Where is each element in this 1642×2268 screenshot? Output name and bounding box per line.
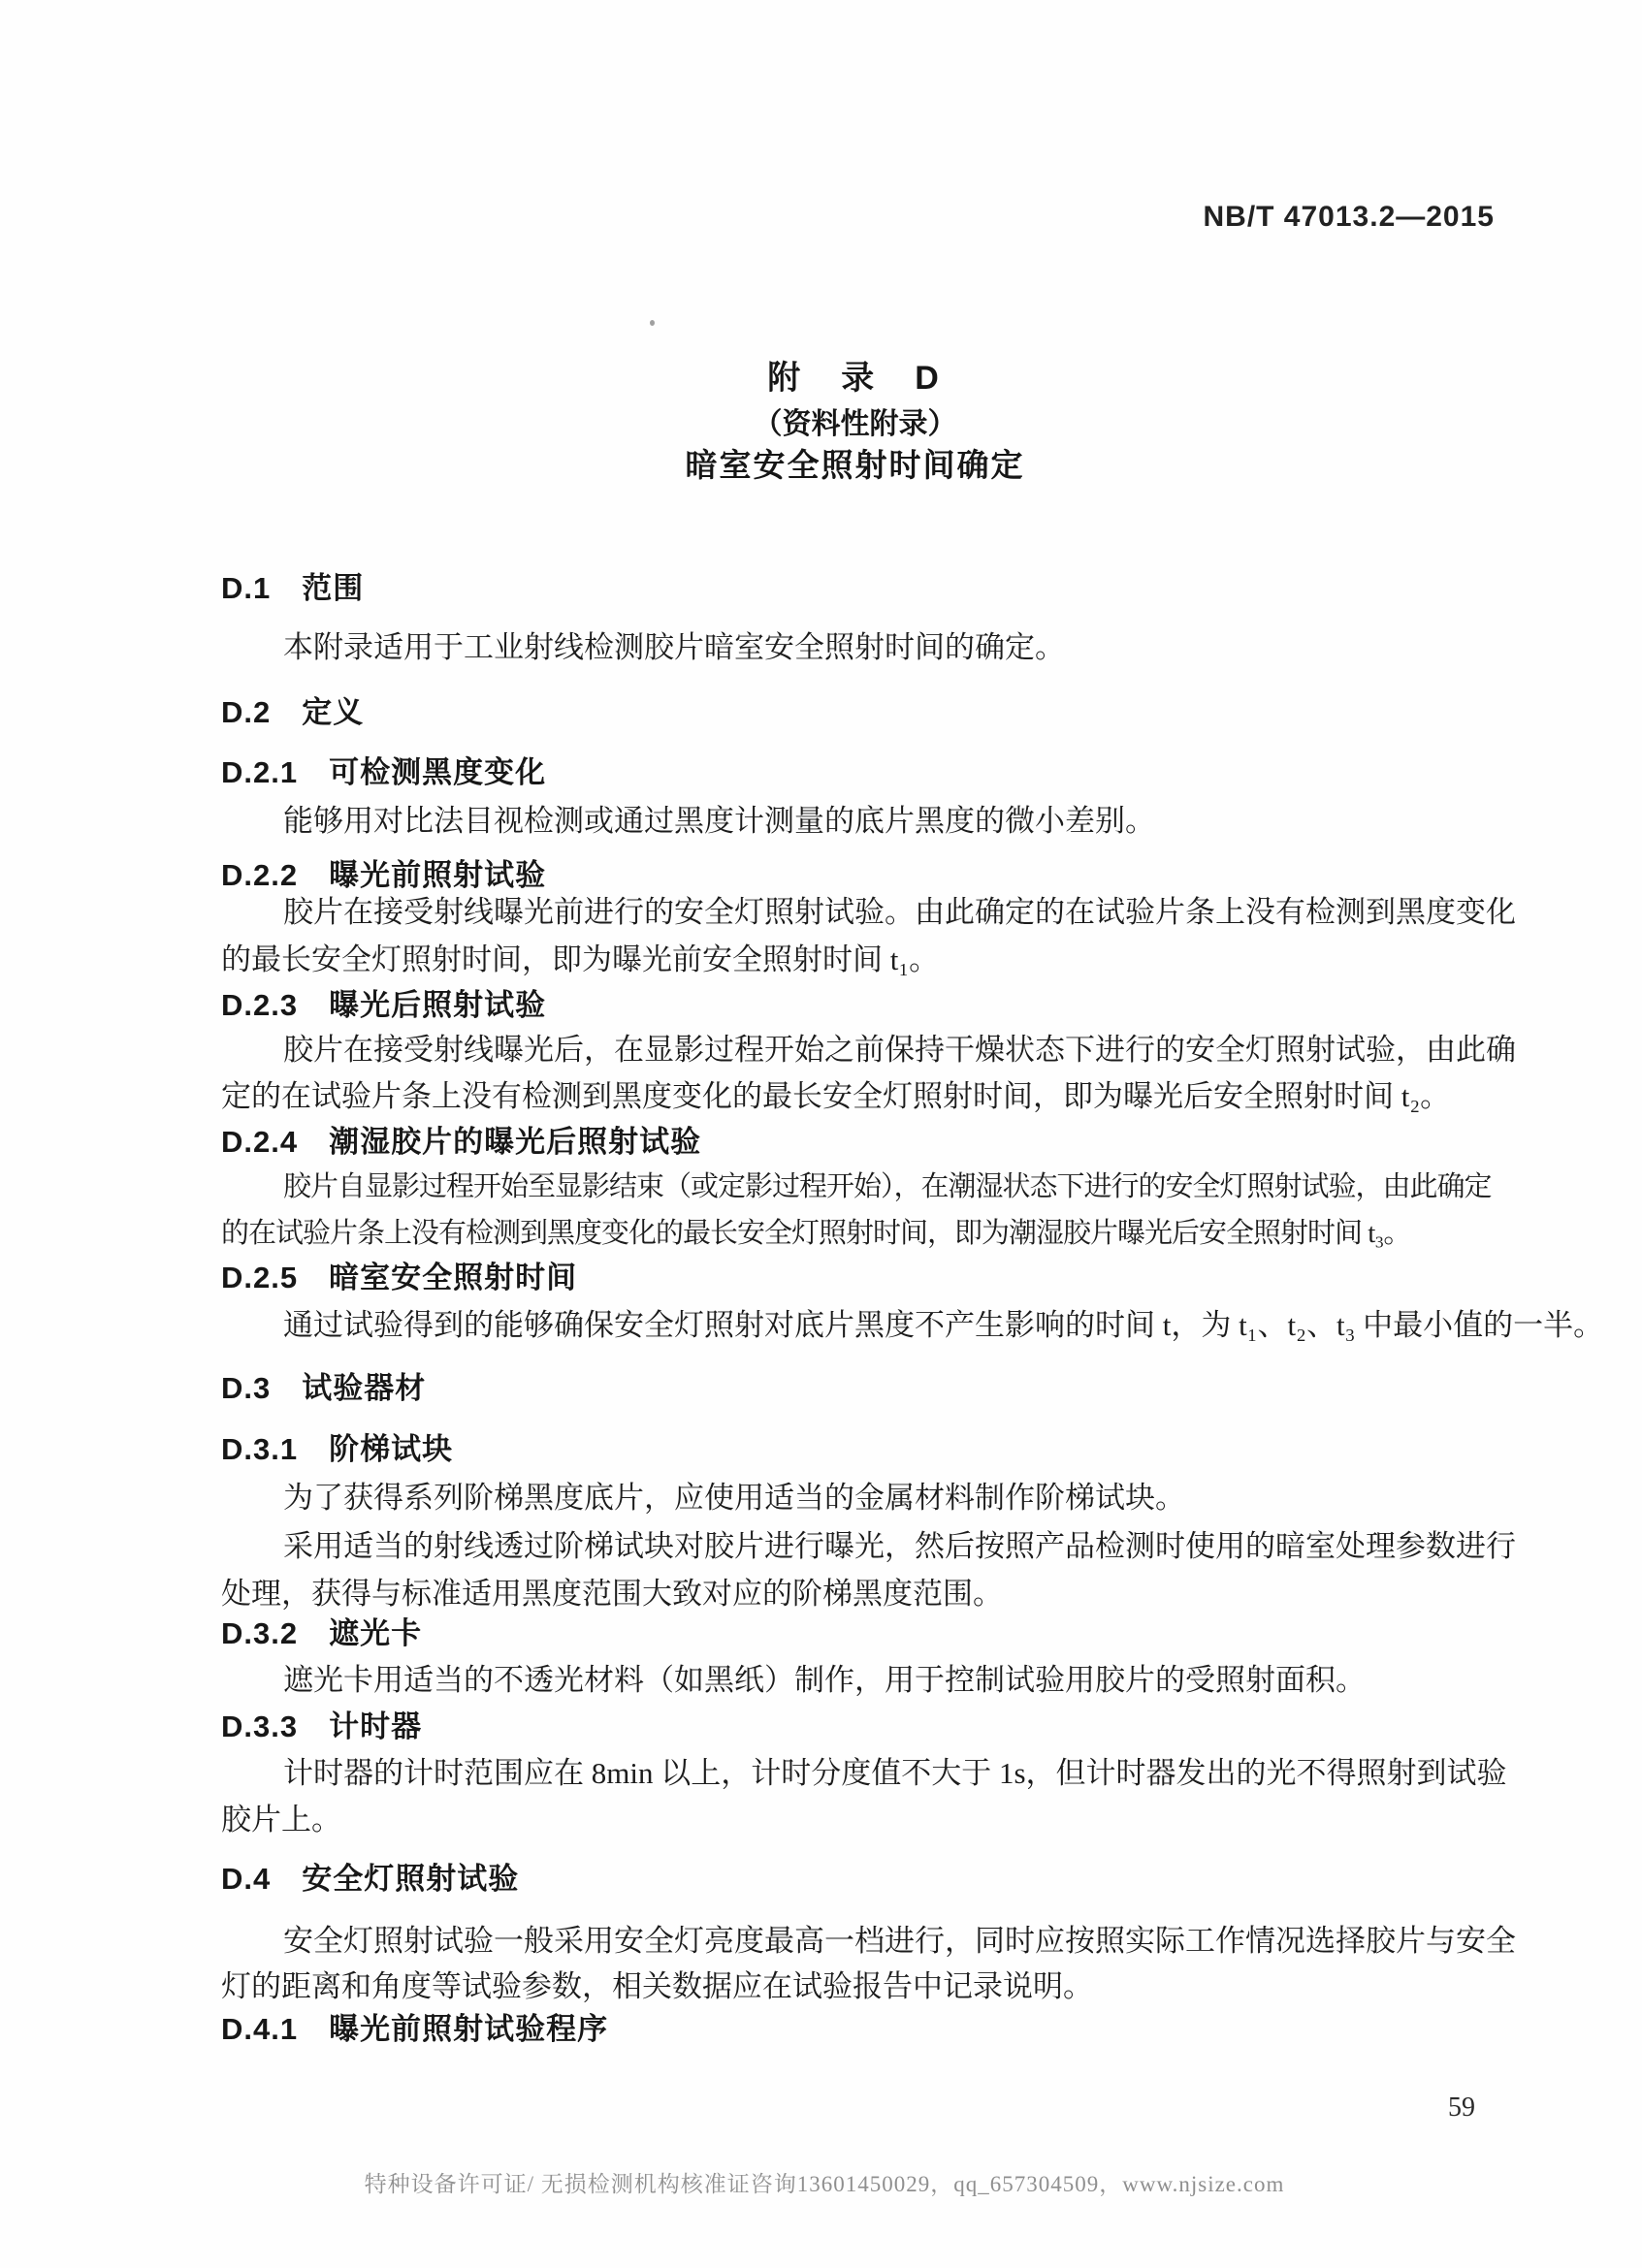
paragraph-line: 胶片自显影过程开始至显影结束（或定影过程开始），在潮湿状态下进行的安全灯照射试验，由此确定 (283, 1171, 1492, 1202)
section-heading: D.1 范围 (221, 571, 365, 605)
subsection-heading: D.2.2 曝光前照射试验 (221, 858, 547, 892)
section-heading: D.2 定义 (221, 695, 365, 729)
paragraph-line: 胶片在接受射线曝光前进行的安全灯照射试验。由此确定的在试验片条上没有检测到黑度变化 (283, 895, 1516, 929)
paragraph-line: 遮光卡用适当的不透光材料（如黑纸）制作，用于控制试验用胶片的受照射面积。 (283, 1663, 1366, 1697)
subsection-heading: D.4.1 曝光前照射试验程序 (221, 2012, 609, 2046)
subsection-heading: D.2.3 曝光后照射试验 (221, 988, 547, 1022)
paragraph-line: 处理，获得与标准适用黑度范围大致对应的阶梯黑度范围。 (221, 1577, 1003, 1611)
paragraph-line: 本附录适用于工业射线检测胶片暗室安全照射时间的确定。 (283, 630, 1065, 664)
appendix-title: 附 录 D (767, 360, 943, 397)
paragraph-line: 灯的距离和角度等试验参数，相关数据应在试验报告中记录说明。 (221, 1969, 1093, 2003)
standard-number-header: NB/T 47013.2—2015 (1203, 201, 1495, 233)
paragraph-line: 计时器的计时范围应在 8min 以上，计时分度值不大于 1s，但计时器发出的光不得照射到试验 (283, 1756, 1507, 1790)
paragraph-line: 胶片在接受射线曝光后，在显影过程开始之前保持干燥状态下进行的安全灯照射试验，由此确 (283, 1033, 1516, 1067)
paragraph-line: 的最长安全灯照射时间，即为曝光前安全照射时间 t₁。 (221, 942, 940, 976)
subsection-heading: D.3.2 遮光卡 (221, 1616, 423, 1650)
footer-watermark: 特种设备许可证/ 无损检测机构核准证咨询13601450029，qq_657304509，www.njsize.com (364, 2172, 1285, 2196)
paragraph-line: 安全灯照射试验一般采用安全灯亮度最高一档进行，同时应按照实际工作情况选择胶片与安全 (283, 1924, 1516, 1958)
scan-artifact-dot (650, 320, 655, 326)
paragraph-line: 的在试验片条上没有检测到黑度变化的最长安全灯照射时间，即为潮湿胶片曝光后安全照射时间 t₃。 (221, 1218, 1411, 1249)
appendix-name: 暗室安全照射时间确定 (685, 447, 1025, 483)
page-number: 59 (1448, 2092, 1475, 2123)
subsection-heading: D.2.4 潮湿胶片的曝光后照射试验 (221, 1125, 702, 1159)
subsection-heading: D.3.3 计时器 (221, 1709, 423, 1743)
paragraph-line: 能够用对比法目视检测或通过黑度计测量的底片黑度的微小差别。 (283, 804, 1155, 838)
section-heading: D.4 安全灯照射试验 (221, 1862, 520, 1896)
paragraph-line: 定的在试验片条上没有检测到黑度变化的最长安全灯照射时间，即为曝光后安全照射时间 t₂。 (221, 1079, 1451, 1113)
paragraph-line: 通过试验得到的能够确保安全灯照射对底片黑度不产生影响的时间 t，为 t₁、t₂、t₃ 中最小值的一半。 (283, 1308, 1604, 1342)
section-heading: D.3 试验器材 (221, 1371, 427, 1405)
appendix-type-note: （资料性附录） (753, 408, 957, 440)
subsection-heading: D.2.5 暗室安全照射时间 (221, 1261, 578, 1294)
paragraph-line: 胶片上。 (221, 1803, 341, 1837)
subsection-heading: D.3.1 阶梯试块 (221, 1432, 454, 1466)
paragraph-line: 采用适当的射线透过阶梯试块对胶片进行曝光，然后按照产品检测时使用的暗室处理参数进行 (283, 1529, 1516, 1563)
paragraph-line: 为了获得系列阶梯黑度底片，应使用适当的金属材料制作阶梯试块。 (283, 1481, 1185, 1515)
subsection-heading: D.2.1 可检测黑度变化 (221, 755, 547, 789)
